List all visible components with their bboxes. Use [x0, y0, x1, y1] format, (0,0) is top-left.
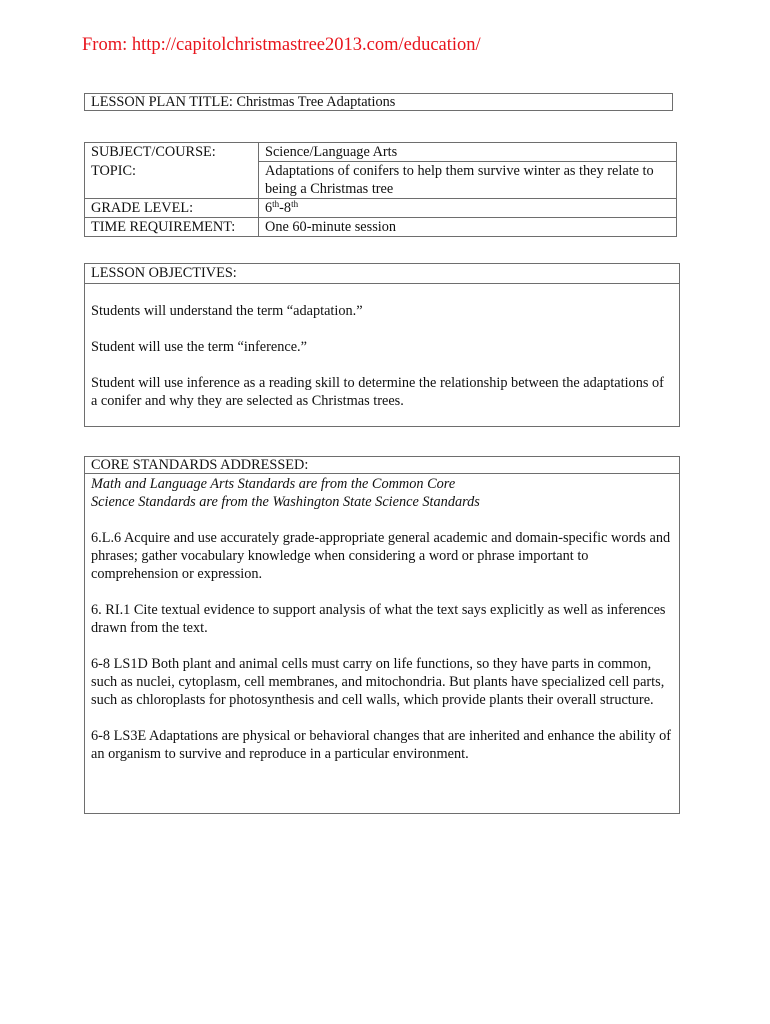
grade-from: 6 [265, 200, 273, 216]
objectives-heading: LESSON OBJECTIVES: [85, 264, 679, 284]
standards-heading: CORE STANDARDS ADDRESSED: [85, 457, 679, 474]
objectives-list [85, 284, 679, 410]
grade-from-suffix: th [272, 199, 280, 209]
objective-item: Student will use the term “inference.” [91, 339, 307, 355]
grade-label: GRADE LEVEL: [85, 199, 259, 218]
lesson-info-table [84, 142, 677, 237]
grade-value [259, 199, 677, 218]
grade-to-suffix: th [291, 199, 299, 209]
topic-label: TOPIC: [85, 162, 259, 199]
objective-item: Students will understand the term “adaptation.” [91, 303, 363, 319]
grade-separator: -8 [279, 200, 292, 216]
core-standards-box [84, 456, 680, 814]
standard-item: 6. RI.1 Cite textual evidence to support analysis of what the text says explicitly as well as inferences drawn from the text. [91, 602, 666, 636]
standards-list [85, 474, 679, 763]
standards-note-math: Math and Language Arts Standards are from the Common Core [91, 476, 456, 492]
standard-item: 6-8 LS3E Adaptations are physical or behavioral changes that are inherited and enhance the ability of an organism to survive and reproduce in a particular environment. [91, 728, 672, 762]
lesson-plan-title: LESSON PLAN TITLE: Christmas Tree Adaptations [84, 93, 673, 111]
topic-value: Adaptations of conifers to help them survive winter as they relate to being a Christmas tree [259, 162, 677, 199]
objective-item: Student will use inference as a reading skill to determine the relationship between the adaptations of a conifer and why they are selected as Christmas trees. [91, 375, 664, 409]
subject-label: SUBJECT/COURSE: [85, 143, 259, 162]
subject-value: Science/Language Arts [259, 143, 677, 162]
source-url-line: From: http://capitolchristmastree2013.com/education/ [82, 35, 481, 55]
time-value: One 60-minute session [259, 218, 677, 237]
standard-item: 6-8 LS1D Both plant and animal cells must carry on life functions, so they have parts in common, such as nuclei, cytoplasm, cell membranes, and mitochondria. But plants have specialized cell parts, such as chloroplasts for photosynthesis and cell walls, which provide plants their overall structure. [91, 656, 665, 708]
lesson-objectives-box [84, 263, 680, 427]
standards-note-science: Science Standards are from the Washington State Science Standards [91, 494, 480, 510]
standard-item: 6.L.6 Acquire and use accurately grade-appropriate general academic and domain-specific words and phrases; gather vocabulary knowledge when considering a word or phrase important to comprehension or expression. [91, 530, 671, 582]
time-label: TIME REQUIREMENT: [85, 218, 259, 237]
